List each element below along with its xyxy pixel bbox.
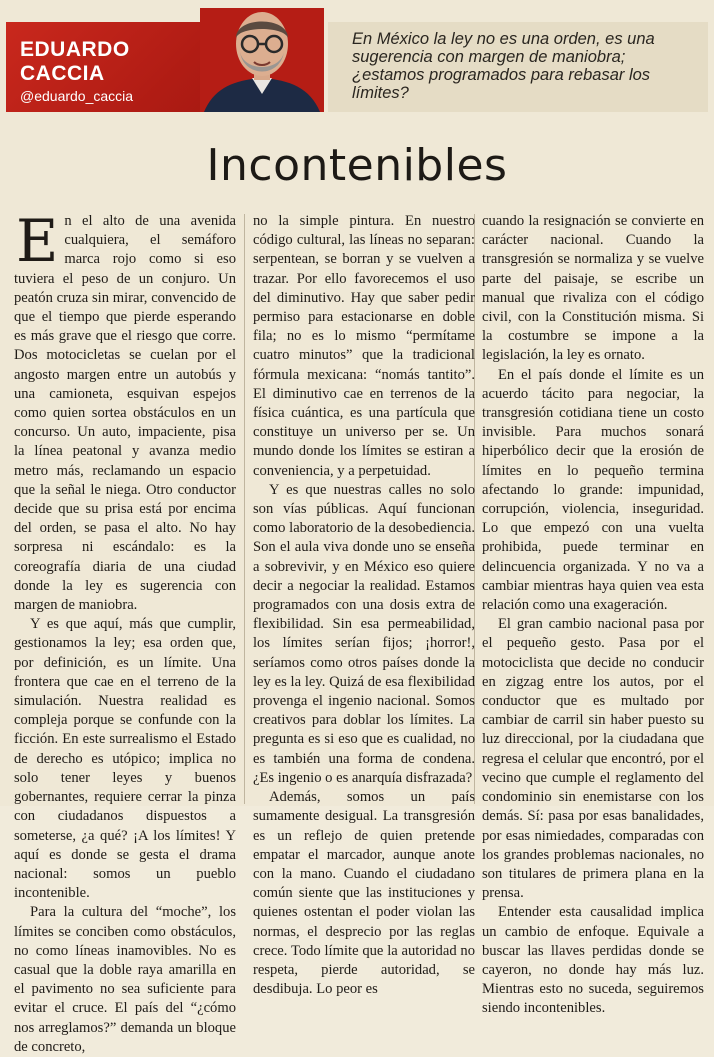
article-title: Incontenibles [206,140,508,191]
column-header [0,0,714,112]
paragraph: Además, somos un país sumamente desigual. La transgresión es un reflejo de quien pretende empatar el marcador, aunque anote con la mano. Cuando el ciudadano común siente que las instituciones y quienes ostentan el poder violan las normas, el desprecio por las reglas crece. Todo límite que la autoridad no respeta, pierde autoridad, se desdibuja. Lo peor es [253,789,475,998]
paragraph: cuando la resignación se convierte en carácter nacional. Cuando la transgresión se normaliza y se vuelve parte del paisaje, se escribe un manual que rivaliza con el código civil, con la Constitución misma. Si la costumbre se impone a la legislación, la ley es ornato. [482,213,704,364]
pull-quote: En México la ley no es una orden, es una sugerencia con margen de maniobra; ¿estamos programados para rebasar los límites? [352,30,655,102]
paragraph-text: n el alto de una avenida cualquiera, el semáforo marca rojo como si eso tuviera el peso de un conjuro. Un peatón cruza sin mirar, convencido de que el tiempo que pierde esperando es más grave que el riesgo que corre. Dos motocicletas se cuelan por el angosto margen entre un autobús y una camioneta, esquivan espejos como quien sortea obstáculos en un concurso. Un auto, impaciente, pisa la línea peatonal y avanza medio metro más, reclamando un espacio que la señal le niega. Otro conductor decide que su prisa está por encima del orden, se pasa el alto. No hay sorpresa ni escándalo: es la coreografía diaria de una ciudad donde la ley es sugerencia con margen de maniobra. [14,213,236,614]
paragraph [14,207,236,615]
paragraph: Entender esta causalidad implica un cambio de enfoque. Equivale a buscar las llaves perdidas donde se cayeron, no donde hay más luz. Mientras esto no suceda, seguiremos siendo incontenibles. [482,904,704,1017]
pull-quote-box [328,22,708,112]
article-column-3 [482,212,704,1019]
author-portrait-icon [200,8,324,112]
column-divider [244,214,245,804]
author-first-name: EDUARDO [20,38,130,61]
paragraph: no la simple pintura. En nuestro código cultural, las líneas no separan: serpentean, se borran y se vuelven a trazar. Por ello favorecemos el uso del diminutivo. Hay que saber pedir permiso para estacionarse en doble fila; no es lo mismo “permítame cuatro minutos” que la tradicional fórmula mexicana: “nomás tantito”. El diminutivo cae en terrenos de la física cuántica, es una partícula que constituye un universo per se. Un mundo donde los límites se estiran a conveniencia, y a perpetuidad. [253,213,475,479]
drop-cap: E [16,207,59,275]
author-last-name: CACCIA [20,62,105,85]
paragraph: Y es que aquí, más que cumplir, gestionamos la ley; esa orden que, por definición, es un límite. Una frontera que cae en el terreno de la simulación. Nuestra realidad es compleja porque se confunde con la ficción. En este surrealismo el Estado de derecho es utópico; implica no solo tener leyes y buenos gobernantes, requiere cerrar la pinza con ciudadanos dispuestos a someterse, ¿a qué? ¡A los límites! Y aquí es donde se gesta el drama nacional: somos un pueblo incontenible. [14,616,236,902]
paragraph: En el país donde el límite es un acuerdo tácito para negociar, la transgresión cotidiana tiene un costo invisible. Para muchos sonará hiperbólico decir que la erosión de límites en lo pequeño termina afectando lo grande: impunidad, corrupción, violencia, inseguridad. Lo que empezó con una vuelta prohibida, puede terminar en delincuencia organizada. Y no va a cambiar mientras haya quien vea esta relación como una exageración. [482,366,704,614]
author-photo [200,8,324,112]
article-column-1 [14,207,236,1057]
author-handle: @eduardo_caccia [20,88,134,104]
article-column-2 [253,212,475,999]
paragraph: Y es que nuestras calles no solo son vías públicas. Aquí funcionan como laboratorio de la desobediencia. Son el aula viva donde uno se enseña a sobrevivir, y en México eso quiere decir a negociar la realidad. Estamos programados con una dosis extra de flexibilidad. Sin esa permeabilidad, los límites serían fijos; ¡horror!, seríamos como otros países donde la ley es la ley. Quizá de esa flexibilidad provenga el ingenio nacional. Somos creativos para doblar los límites. La pregunta es si eso que es cualidad, no es también una forma de condena. ¿Es ingenio o es anarquía disfrazada? [253,481,475,786]
paragraph: El gran cambio nacional pasa por el pequeño gesto. Pasa por el motociclista que decide no conducir en zigzag entre los autos, por el conductor que es multado por cambiar de carril sin haber puesto su luz direccional, por la ciudadana que regresa el celular que encontró, por el vecino que cumple el reglamento del condominio sin enemistarse con los demás. Sí: pasa por esas banalidades, por esas nimiedades, comparadas con los grandes problemas nacionales, no son titulares de primera plana en la prensa. [482,616,704,902]
paragraph: Para la cultura del “moche”, los límites se conciben como obstáculos, no como líneas inamovibles. No es casual que la doble raya amarilla en el pavimento no sea suficiente para evitar el cruce. El país del “¿cómo nos arreglamos?” demanda un bloque de concreto, [14,904,236,1055]
